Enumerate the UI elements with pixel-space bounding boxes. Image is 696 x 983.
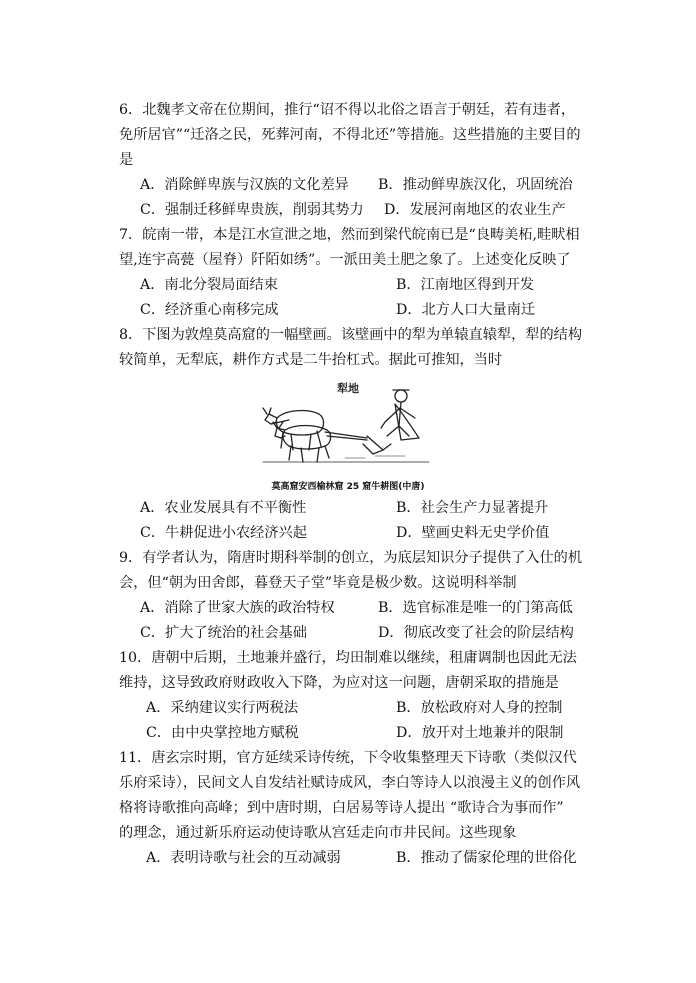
option-c: C．由中央掌控地方赋税 [146,725,299,741]
option-a: A．表明诗歌与社会的互动减弱 [146,850,341,866]
question-text-line: 8．下图为敦煌莫高窟的一幅壁画。该壁画中的犁为单辕直辕犁，犁的结构 [119,327,583,343]
question-text-line: 乐府采诗），民间文人自发结社赋诗成风，李白等诗人以浪漫主义的创作风 [119,775,581,791]
option-d: D．彻底改变了社会的阶层结构 [378,625,574,641]
option-a: A．农业发展具有不平衡性 [140,500,307,516]
option-b: B．放松政府对人身的控制 [396,700,563,716]
option-b: B．推动鲜卑族汉化，巩固统治 [378,177,573,193]
question-text-line: 7．皖南一带，本是江水宣泄之地，然而到梁代皖南已是“良畴美柘,畦畎相 [119,227,580,243]
question-text-line: 11．唐玄宗时期，官方延续采诗传统，下令收集整理天下诗歌（类似汉代 [119,750,577,766]
option-a: A．消除了世家大族的政治特权 [140,600,335,616]
question-text-line: 会，但“朝为田舍郎，暮登天子堂”毕竟是极少数。这说明科举制 [119,575,517,591]
option-d: D．北方人口大量南迁 [396,302,536,318]
option-d: D．壁画史料无史学价值 [396,525,550,541]
question-text-line: 10．唐朝中后期，土地兼并盛行，均田制难以继续，租庸调制也因此无法 [119,650,577,666]
option-c: C．扩大了统治的社会基础 [140,625,307,641]
option-c: C．强制迁移鲜卑贵族，削弱其势力 [140,202,364,218]
image-caption: 莫高窟安西榆林窟 25 窟牛耕图(中唐) [271,482,425,492]
question-text-line: 望,连宇高甍（屋脊）阡陌如绣”。一派田美土肥之象了。上述变化反映了 [119,252,571,268]
mural-label: 犁地 [337,382,359,395]
option-d: D．放开对土地兼并的限制 [396,725,564,741]
question-text-line: 免所居官”“迁洛之民，死葬河南，不得北还”等措施。这些措施的主要目的 [119,127,581,143]
option-b: B．社会生产力显著提升 [396,500,549,516]
option-d: D．发展河南地区的农业生产 [384,202,566,218]
option-b: B．选官标准是唯一的门第高低 [378,600,573,616]
option-a: A．消除鲜卑族与汉族的文化差异 [140,177,349,193]
question-text-line: 是 [119,152,134,168]
question-text-line: 6．北魏孝文帝在位期间，推行“诏不得以北俗之语言于朝廷，若有违者， [119,102,576,118]
question-text-line: 格将诗歌推向高峰；到中唐时期，白居易等诗人提出 “歌诗合为事而作” [119,800,564,816]
option-c: C．牛耕促进小农经济兴起 [140,525,307,541]
ox-plowing-mural-image [255,374,437,470]
option-c: C．经济重心南移完成 [140,302,279,318]
question-text-line: 维持，这导致政府财政收入下降，为应对这一问题，唐朝采取的措施是 [119,675,559,691]
option-a: A．采纳建议实行两税法 [146,700,299,716]
option-a: A．南北分裂局面结束 [140,277,278,293]
question-text-line: 9．有学者认为，隋唐时期科举制的创立，为底层知识分子提供了入仕的机 [119,550,583,566]
question-text-line: 的理念，通过新乐府运动使诗歌从宫廷走向市井民间。这些现象 [119,825,517,841]
option-b: B．江南地区得到开发 [396,277,535,293]
option-b: B．推动了儒家伦理的世俗化 [396,850,577,866]
question-text-line: 较简单，无犁底，耕作方式是二牛抬杠式。据此可推知，当时 [119,352,503,368]
